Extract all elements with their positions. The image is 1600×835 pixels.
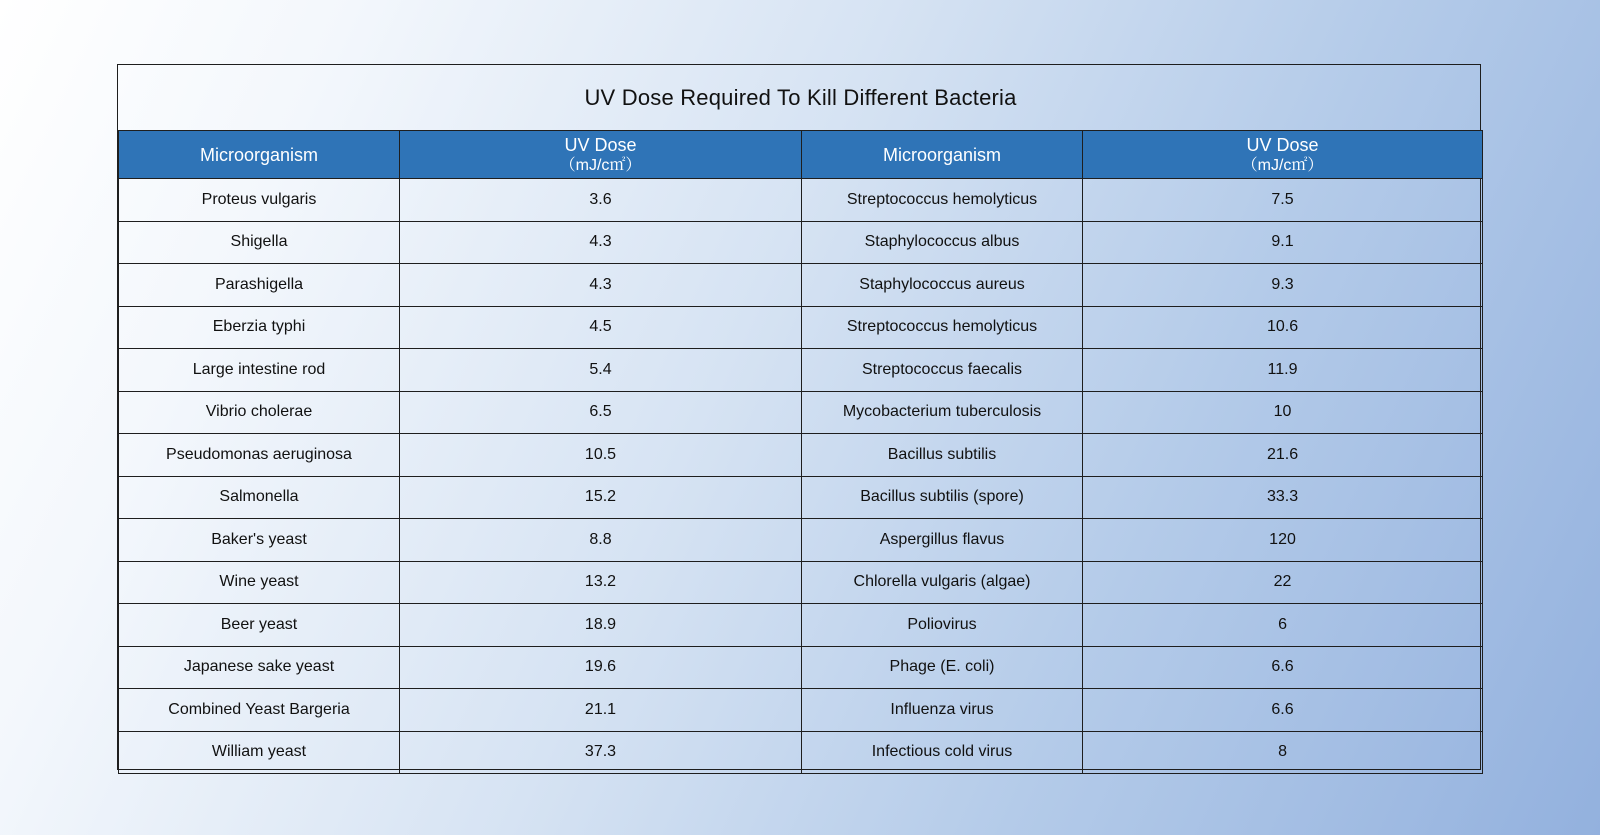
organism-cell-left: William yeast	[119, 731, 400, 774]
dose-cell-left: 4.3	[400, 264, 802, 307]
header-label: UV Dose	[564, 134, 637, 155]
table-row	[119, 349, 1483, 392]
table-row	[119, 434, 1483, 477]
dose-cell-left: 8.8	[400, 519, 802, 562]
organism-cell-left: Shigella	[119, 221, 400, 264]
table-row	[119, 179, 1483, 222]
organism-cell-right: Poliovirus	[802, 604, 1083, 647]
dose-cell-right: 6	[1083, 604, 1483, 647]
organism-cell-right: Phage (E. coli)	[802, 646, 1083, 689]
table-title: UV Dose Required To Kill Different Bacteria	[119, 65, 1483, 131]
organism-cell-left: Large intestine rod	[119, 349, 400, 392]
dose-cell-right: 7.5	[1083, 179, 1483, 222]
uv-dose-table	[118, 65, 1483, 774]
table-row	[119, 221, 1483, 264]
table-row	[119, 306, 1483, 349]
header-unit: （mJ/c㎡）	[1241, 156, 1324, 174]
dose-cell-left: 6.5	[400, 391, 802, 434]
dose-cell-right: 10	[1083, 391, 1483, 434]
table-row	[119, 476, 1483, 519]
header-label: UV Dose	[1246, 134, 1319, 155]
dose-cell-left: 18.9	[400, 604, 802, 647]
dose-cell-left: 4.5	[400, 306, 802, 349]
dose-cell-left: 37.3	[400, 731, 802, 774]
dose-cell-right: 6.6	[1083, 689, 1483, 732]
organism-cell-left: Salmonella	[119, 476, 400, 519]
table-row	[119, 264, 1483, 307]
dose-cell-left: 10.5	[400, 434, 802, 477]
organism-cell-right: Streptococcus hemolyticus	[802, 306, 1083, 349]
header-microorganism-right	[802, 131, 1083, 179]
dose-cell-left: 5.4	[400, 349, 802, 392]
dose-cell-right: 10.6	[1083, 306, 1483, 349]
table-row	[119, 561, 1483, 604]
table-row	[119, 391, 1483, 434]
dose-cell-right: 6.6	[1083, 646, 1483, 689]
organism-cell-left: Vibrio cholerae	[119, 391, 400, 434]
organism-cell-left: Japanese sake yeast	[119, 646, 400, 689]
header-label: Microorganism	[882, 144, 1002, 165]
header-row	[119, 131, 1483, 179]
dose-cell-right: 9.1	[1083, 221, 1483, 264]
dose-cell-right: 11.9	[1083, 349, 1483, 392]
organism-cell-right: Chlorella vulgaris (algae)	[802, 561, 1083, 604]
table-row	[119, 604, 1483, 647]
organism-cell-left: Combined Yeast Bargeria	[119, 689, 400, 732]
organism-cell-right: Staphylococcus aureus	[802, 264, 1083, 307]
dose-cell-right: 21.6	[1083, 434, 1483, 477]
organism-cell-right: Bacillus subtilis	[802, 434, 1083, 477]
table-row	[119, 646, 1483, 689]
organism-cell-right: Bacillus subtilis (spore)	[802, 476, 1083, 519]
dose-cell-right: 9.3	[1083, 264, 1483, 307]
header-unit: （mJ/c㎡）	[559, 156, 642, 174]
organism-cell-left: Eberzia typhi	[119, 306, 400, 349]
header-label: Microorganism	[199, 144, 319, 165]
organism-cell-left: Wine yeast	[119, 561, 400, 604]
organism-cell-left: Beer yeast	[119, 604, 400, 647]
dose-cell-right: 120	[1083, 519, 1483, 562]
table-row	[119, 731, 1483, 774]
table-body	[119, 179, 1483, 774]
table-row	[119, 519, 1483, 562]
dose-cell-left: 13.2	[400, 561, 802, 604]
organism-cell-left: Parashigella	[119, 264, 400, 307]
table-row	[119, 689, 1483, 732]
dose-cell-left: 19.6	[400, 646, 802, 689]
dose-cell-left: 21.1	[400, 689, 802, 732]
dose-cell-left: 15.2	[400, 476, 802, 519]
dose-cell-left: 4.3	[400, 221, 802, 264]
organism-cell-right: Staphylococcus albus	[802, 221, 1083, 264]
organism-cell-right: Mycobacterium tuberculosis	[802, 391, 1083, 434]
dose-cell-right: 8	[1083, 731, 1483, 774]
organism-cell-right: Influenza virus	[802, 689, 1083, 732]
dose-cell-right: 33.3	[1083, 476, 1483, 519]
organism-cell-left: Proteus vulgaris	[119, 179, 400, 222]
organism-cell-right: Infectious cold virus	[802, 731, 1083, 774]
organism-cell-right: Aspergillus flavus	[802, 519, 1083, 562]
organism-cell-right: Streptococcus hemolyticus	[802, 179, 1083, 222]
header-uv-dose-left	[400, 131, 802, 179]
dose-cell-right: 22	[1083, 561, 1483, 604]
organism-cell-left: Pseudomonas aeruginosa	[119, 434, 400, 477]
organism-cell-left: Baker's yeast	[119, 519, 400, 562]
dose-cell-left: 3.6	[400, 179, 802, 222]
header-microorganism-left	[119, 131, 400, 179]
uv-dose-table-container	[117, 64, 1481, 770]
header-uv-dose-right	[1083, 131, 1483, 179]
organism-cell-right: Streptococcus faecalis	[802, 349, 1083, 392]
